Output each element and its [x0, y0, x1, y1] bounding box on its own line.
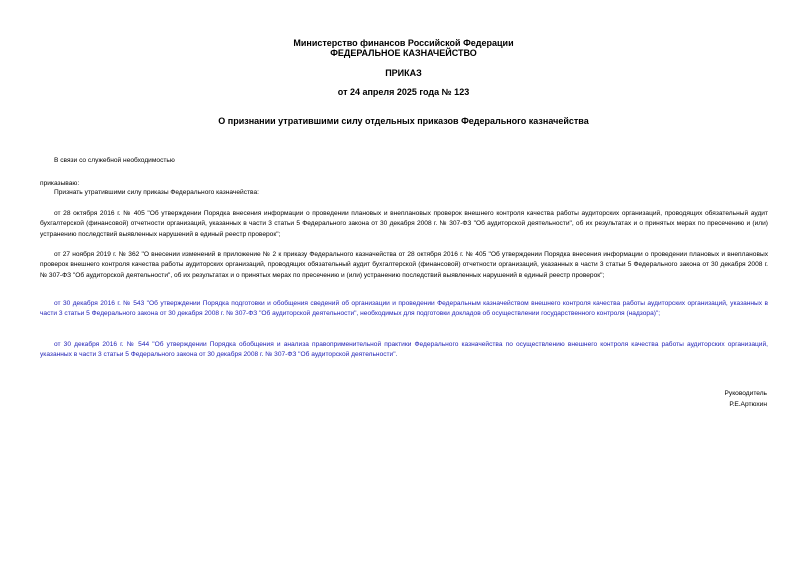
signature-role: Руководитель: [724, 390, 767, 397]
repealed-order-item-2: от 27 ноября 2019 г. № 362 "О внесении изменений в приложение № 2 к приказу Федерального казначейства от 28 октября 2016 г. № 405 "Об утверждении Порядка внесения информации о проведении плановых и внеплановых проверок внешнего контроля качества работы аудиторских организаций, проводящих обязательный аудит бухгалтерской (финансовой) отчетности организаций, указанных в части 3 статьи 5 Федерального закона от 30 декабря 2008 г. № 307-ФЗ "Об аудиторской деятельности", об их результатах и о принятых мерах по пресечению и (или) устранению последствий выявленных нарушений в единый реестр проверок";: [40, 251, 768, 279]
repealed-order-item-3-link[interactable]: от 30 декабря 2016 г. № 543 "Об утверждении Порядка подготовки и обобщения сведений об организации и проведении Федеральным казначейством внешнего контроля качества работы аудиторских организаций, указанных в части 3 статьи 5 Федерального закона от 30 декабря 2008 г. № 307-ФЗ "Об аудиторской деятельности", необходимых для подготовки докладов об осуществлении государственного контроля (надзора)";: [40, 300, 768, 318]
signature-name: Р.Е.Артюхин: [729, 401, 767, 408]
preamble-text: В связи со служебной необходимостью: [54, 157, 175, 164]
document-date-number: от 24 апреля 2025 года № 123: [337, 87, 470, 97]
ministry-name: Министерство финансов Российской Федерации: [293, 38, 514, 48]
document-type: ПРИКАЗ: [385, 68, 422, 78]
repealed-order-item-1: от 28 октября 2016 г. № 405 "Об утверждении Порядка внесения информации о проведении плановых и внеплановых проверок внешнего контроля качества работы аудиторских организаций, проводящих обязательный аудит бухгалтерской (финансовой) отчетности организаций, указанных в части 3 статьи 5 Федерального закона от 30 декабря 2008 г. № 307-ФЗ "Об аудиторской деятельности", об их результатах и о принятых мерах по пресечению и (или) устранению последствий выявленных нарушений в единый реестр проверок";: [40, 210, 768, 238]
treasury-name: ФЕДЕРАЛЬНОЕ КАЗНАЧЕЙСТВО: [330, 48, 477, 58]
clause-intro: Признать утратившими силу приказы Федерального казначейства:: [54, 189, 259, 196]
order-word: приказываю:: [40, 180, 80, 187]
repealed-order-item-4-link[interactable]: от 30 декабря 2016 г. № 544 "Об утверждении Порядка обобщения и анализа правоприменительной практики Федерального казначейства по осуществлению внешнего контроля качества работы аудиторских организаций, указанных в части 3 статьи 5 Федерального закона от 30 декабря 2008 г. № 307-ФЗ "Об аудиторской деятельности".: [40, 341, 768, 359]
document-title: О признании утратившими силу отдельных приказов Федерального казначейства: [218, 116, 589, 126]
